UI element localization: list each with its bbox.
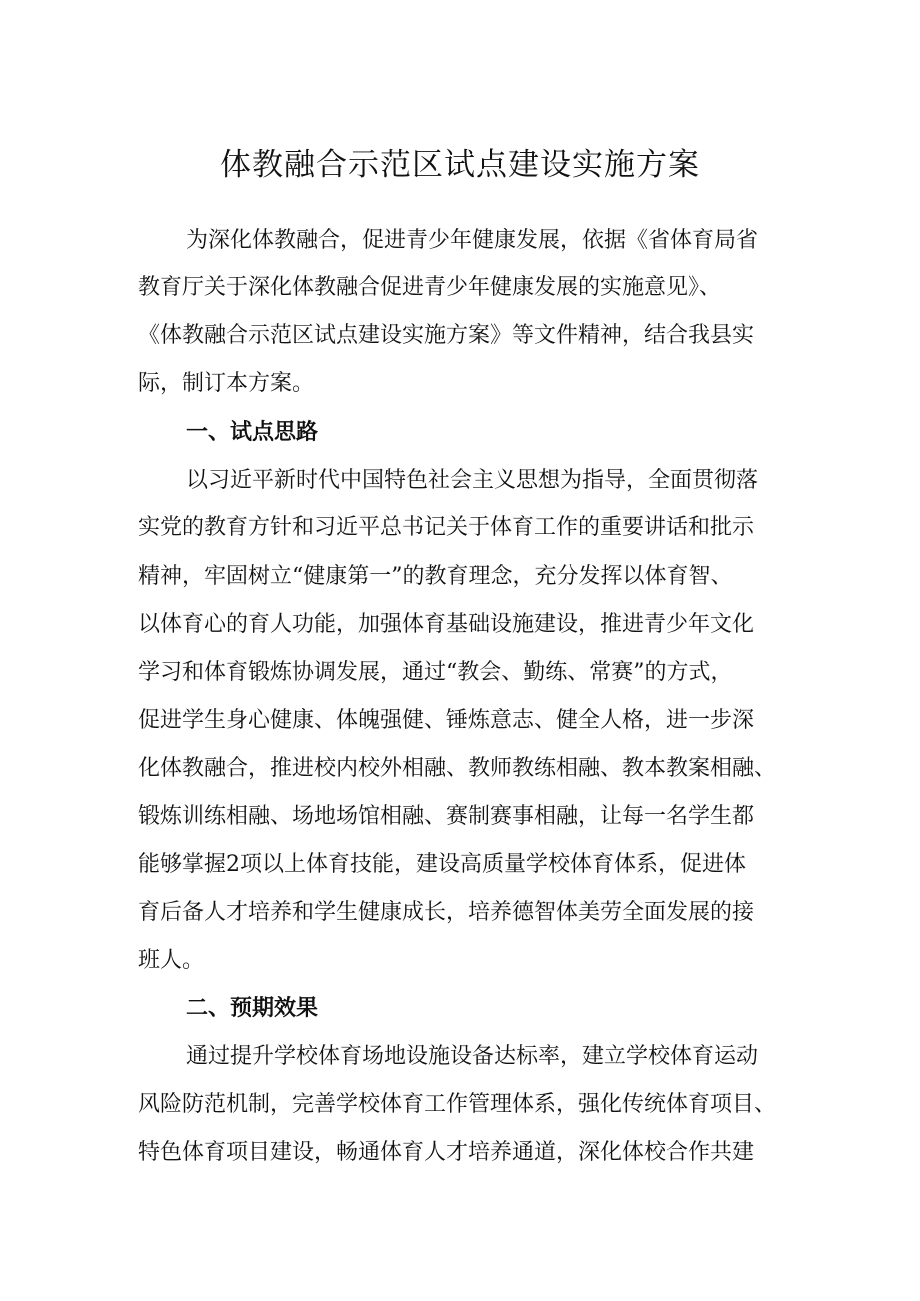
intro-line-3: 《体教融合示范区试点建设实施方案》等文件精神，结合我县实: [138, 323, 755, 348]
section-1-line-7: 化体教融合，推进校内校外相融、教师教练相融、教本教案相融、: [138, 756, 777, 781]
section-1-line-11: 班人。: [138, 948, 205, 973]
section-2-line-1: 通过提升学校体育场地设施设备达标率，建立学校体育运动: [186, 1044, 759, 1069]
section-2-heading: 二、预期效果: [186, 996, 319, 1021]
section-2-line-3: 特色体育项目建设，畅通体育人才培养通道，深化体校合作共建: [138, 1140, 755, 1165]
section-1-heading: 一、试点思路: [186, 420, 319, 445]
intro-line-4: 际，制订本方案。: [138, 371, 315, 396]
section-1-line-5: 学习和体育锻炼协调发展，通过“教会、勤练、常赛”的方式，: [138, 660, 733, 685]
section-1-line-1: 以习近平新时代中国特色社会主义思想为指导，全面贯彻落: [186, 468, 759, 493]
section-1-line-8: 锻炼训练相融、场地场馆相融、赛制赛事相融，让每一名学生都: [138, 804, 755, 829]
section-1-line-4: 以体育心的育人功能，加强体育基础设施建设，推进青少年文化: [138, 612, 755, 637]
section-1-line-9: 能够掌握2项以上体育技能，建设高质量学校体育体系，促进体: [138, 852, 746, 877]
intro-line-1: 为深化体教融合，促进青少年健康发展，依据《省体育局省: [186, 228, 759, 253]
section-1-line-10: 育后备人才培养和学生健康成长，培养德智体美劳全面发展的接: [138, 900, 755, 925]
document-title: 体教融合示范区试点建设实施方案: [220, 147, 700, 183]
intro-line-2: 教育厅关于深化体教融合促进青少年健康发展的实施意见》、: [138, 275, 722, 300]
section-2-line-2: 风险防范机制，完善学校体育工作管理体系，强化传统体育项目、: [138, 1092, 777, 1117]
section-1-line-2: 实党的教育方针和习近平总书记关于体育工作的重要讲话和批示: [138, 515, 755, 540]
section-1-line-6: 促进学生身心健康、体魄强健、锤炼意志、健全人格，进一步深: [138, 708, 755, 733]
section-1-line-3: 精神，牢固树立“健康第一”的教育理念，充分发挥以体育智、: [138, 564, 733, 589]
